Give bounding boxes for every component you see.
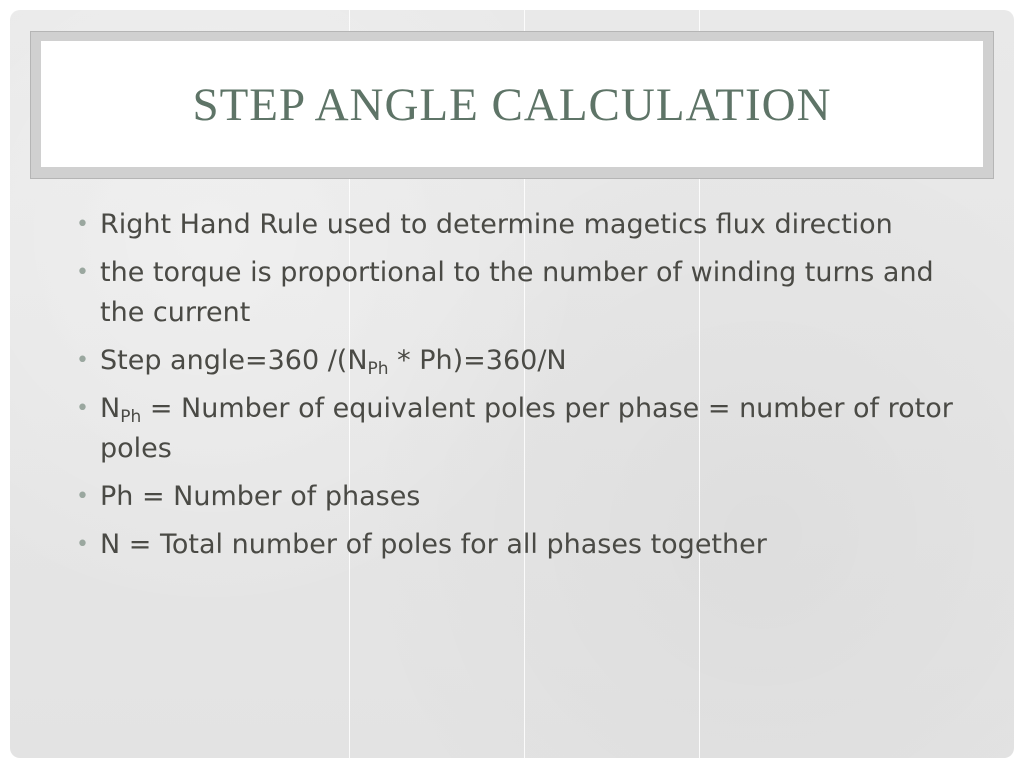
bullet-list bbox=[72, 205, 972, 573]
bullet-dot: • bbox=[76, 396, 89, 421]
bullet-text: the torque is proportional to the number of winding turns and the current bbox=[100, 257, 934, 328]
bullet-item bbox=[72, 341, 972, 381]
bullet-dot: • bbox=[76, 348, 89, 373]
bullet-item bbox=[72, 205, 972, 245]
bullet-item bbox=[72, 389, 972, 469]
subscript-ph: Ph bbox=[367, 359, 389, 379]
bullet-text-pre: N bbox=[100, 393, 121, 424]
bullet-dot: • bbox=[76, 260, 89, 285]
bullet-dot: • bbox=[76, 532, 89, 557]
bullet-text: N = Total number of poles for all phases together bbox=[100, 529, 767, 560]
title-frame bbox=[30, 31, 994, 179]
bullet-item bbox=[72, 525, 972, 565]
slide bbox=[10, 10, 1014, 758]
bullet-text: Ph = Number of phases bbox=[100, 481, 421, 512]
subscript-ph: Ph bbox=[120, 407, 142, 427]
bullet-text: Right Hand Rule used to determine magetics flux direction bbox=[100, 209, 893, 240]
bullet-text-post: * Ph)=360/N bbox=[388, 345, 567, 376]
slide-title: STEP ANGLE CALCULATION bbox=[192, 79, 832, 131]
title-box bbox=[41, 41, 983, 167]
bullet-text-pre: Step angle=360 /(N bbox=[100, 345, 368, 376]
bullet-dot: • bbox=[76, 484, 89, 509]
bullet-item bbox=[72, 477, 972, 517]
bullet-text-post: = Number of equivalent poles per phase = number of rotor poles bbox=[100, 393, 953, 464]
bullet-dot: • bbox=[76, 212, 89, 237]
bullet-item bbox=[72, 253, 972, 333]
